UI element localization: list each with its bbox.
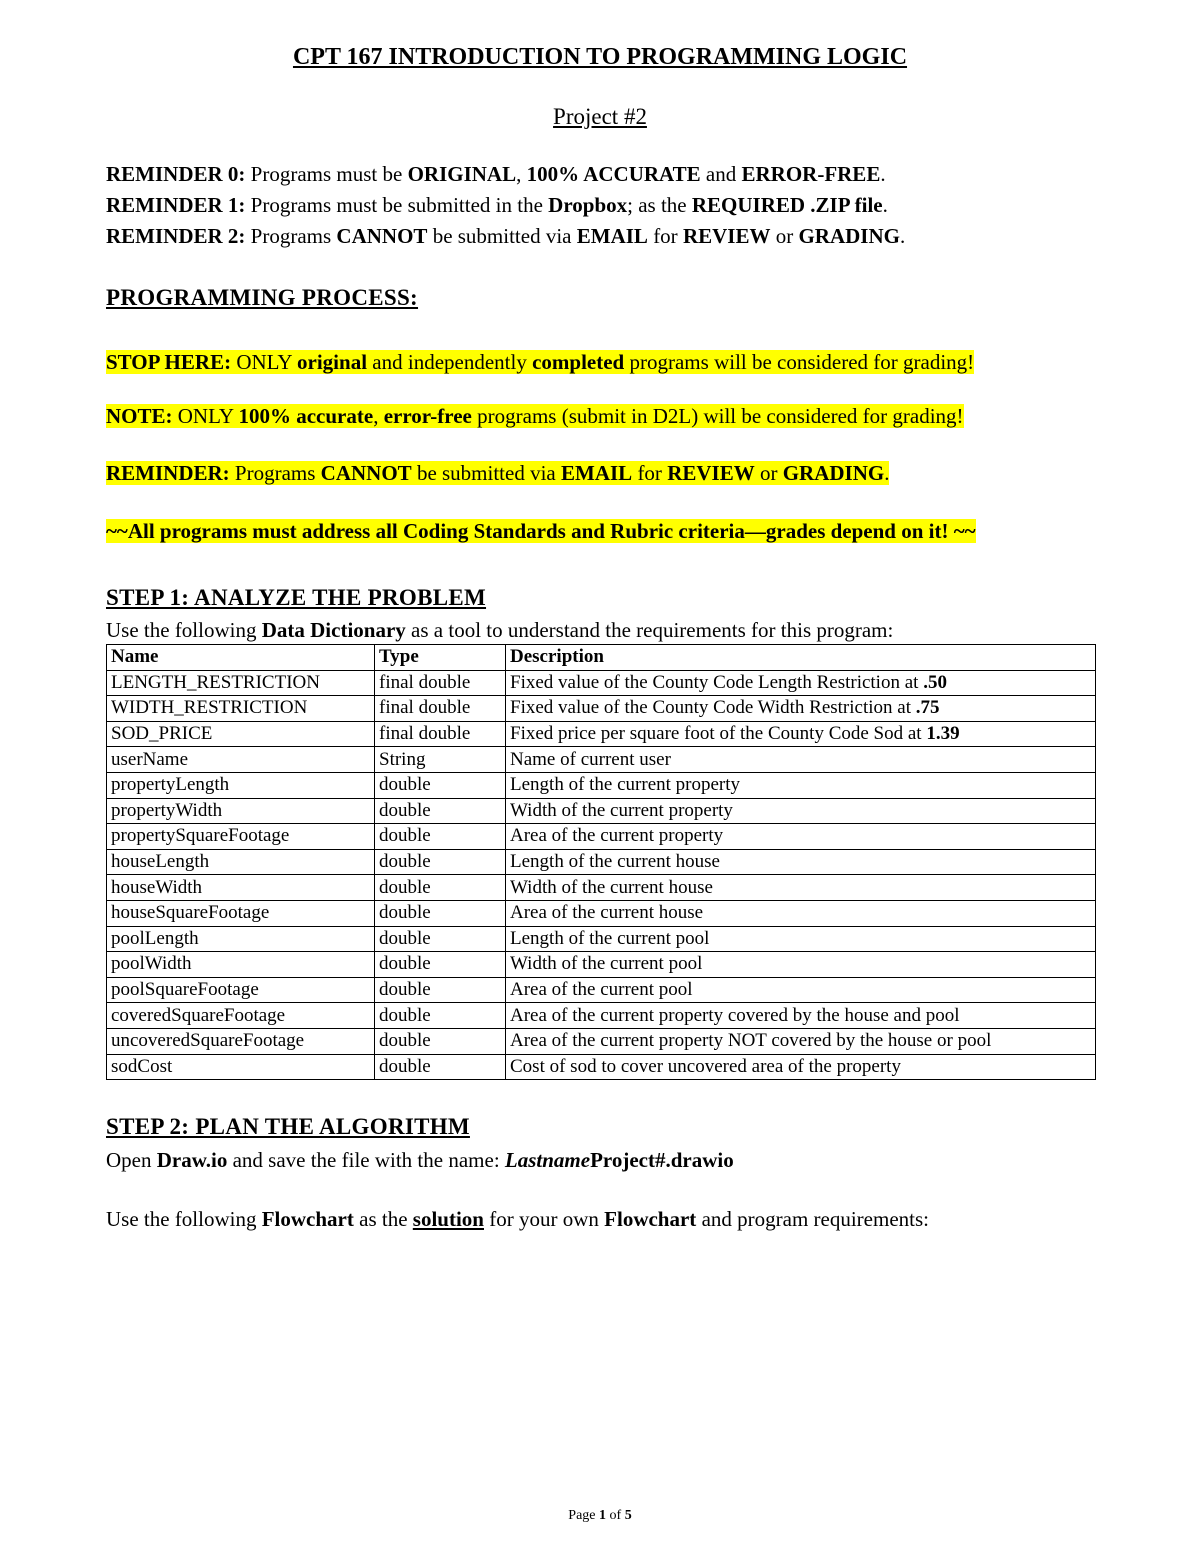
cell-description: Fixed value of the County Code Length Restriction at .50 xyxy=(506,670,1096,696)
table-row xyxy=(107,1028,1096,1054)
page-number: Page 1 of 5 xyxy=(568,1508,632,1523)
cell-description: Area of the current property covered by the house and pool xyxy=(506,1003,1096,1029)
cell-description: Length of the current property xyxy=(506,772,1096,798)
cell-type: double xyxy=(375,1028,506,1054)
note-notice: NOTE: ONLY 100% accurate, error-free programs (submit in D2L) will be considered for grading! xyxy=(106,404,964,428)
table-row xyxy=(107,721,1096,747)
stop-here-notice: STOP HERE: ONLY original and independently completed programs will be considered for grading! xyxy=(106,350,975,374)
cell-name: uncoveredSquareFootage xyxy=(107,1028,375,1054)
reminder-0: REMINDER 0: Programs must be ORIGINAL, 100% ACCURATE and ERROR-FREE. xyxy=(106,162,886,186)
step1-intro: Use the following Data Dictionary as a tool to understand the requirements for this program: xyxy=(106,618,894,642)
table-row xyxy=(107,849,1096,875)
cell-name: propertyWidth xyxy=(107,798,375,824)
cell-name: poolWidth xyxy=(107,952,375,978)
cell-name: propertySquareFootage xyxy=(107,824,375,850)
cell-name: WIDTH_RESTRICTION xyxy=(107,696,375,722)
cell-name: houseLength xyxy=(107,849,375,875)
reminder-2: REMINDER 2: Programs CANNOT be submitted via EMAIL for REVIEW or GRADING. xyxy=(106,224,906,248)
header-type: Type xyxy=(375,645,506,671)
cell-type: double xyxy=(375,824,506,850)
step2-heading: STEP 2: PLAN THE ALGORITHM xyxy=(106,1114,470,1139)
cell-type: final double xyxy=(375,670,506,696)
table-row xyxy=(107,1003,1096,1029)
header-name: Name xyxy=(107,645,375,671)
cell-name: SOD_PRICE xyxy=(107,721,375,747)
reminder-1: REMINDER 1: Programs must be submitted in the Dropbox; as the REQUIRED .ZIP file. xyxy=(106,193,888,217)
cell-name: houseWidth xyxy=(107,875,375,901)
cell-name: poolLength xyxy=(107,926,375,952)
table-row xyxy=(107,926,1096,952)
header-description: Description xyxy=(506,645,1096,671)
cell-type: double xyxy=(375,977,506,1003)
coding-standards-notice: ~~All programs must address all Coding Standards and Rubric criteria—grades depend on it! ~~ xyxy=(106,519,976,543)
cell-name: poolSquareFootage xyxy=(107,977,375,1003)
cell-description: Width of the current pool xyxy=(506,952,1096,978)
cell-type: double xyxy=(375,875,506,901)
cell-description: Length of the current pool xyxy=(506,926,1096,952)
table-row xyxy=(107,977,1096,1003)
cell-type: double xyxy=(375,1054,506,1080)
cell-type: final double xyxy=(375,696,506,722)
table-row xyxy=(107,670,1096,696)
cell-description: Area of the current property xyxy=(506,824,1096,850)
table-row xyxy=(107,798,1096,824)
cell-name: userName xyxy=(107,747,375,773)
cell-type: final double xyxy=(375,721,506,747)
data-dictionary-table xyxy=(106,644,1096,1080)
document-subtitle: Project #2 xyxy=(553,104,647,129)
table-row xyxy=(107,875,1096,901)
cell-description: Area of the current property NOT covered by the house or pool xyxy=(506,1028,1096,1054)
cell-name: coveredSquareFootage xyxy=(107,1003,375,1029)
table-header-row xyxy=(107,645,1096,671)
cell-description: Width of the current house xyxy=(506,875,1096,901)
table-row xyxy=(107,824,1096,850)
step1-heading: STEP 1: ANALYZE THE PROBLEM xyxy=(106,585,487,610)
table-row xyxy=(107,772,1096,798)
cell-type: double xyxy=(375,772,506,798)
cell-name: houseSquareFootage xyxy=(107,900,375,926)
cell-name: sodCost xyxy=(107,1054,375,1080)
cell-description: Area of the current house xyxy=(506,900,1096,926)
cell-description: Cost of sod to cover uncovered area of the property xyxy=(506,1054,1096,1080)
step2-open-instruction: Open Draw.io and save the file with the name: LastnameProject#.drawio xyxy=(106,1148,734,1172)
cell-description: Fixed price per square foot of the County Code Sod at 1.39 xyxy=(506,721,1096,747)
table-row xyxy=(107,747,1096,773)
table-row xyxy=(107,696,1096,722)
cell-type: double xyxy=(375,1003,506,1029)
document-title: CPT 167 INTRODUCTION TO PROGRAMMING LOGIC xyxy=(292,44,908,70)
cell-type: double xyxy=(375,952,506,978)
table-row xyxy=(107,900,1096,926)
cell-type: String xyxy=(375,747,506,773)
cell-description: Length of the current house xyxy=(506,849,1096,875)
cell-description: Name of current user xyxy=(506,747,1096,773)
cell-type: double xyxy=(375,926,506,952)
cell-name: propertyLength xyxy=(107,772,375,798)
table-row xyxy=(107,952,1096,978)
cell-description: Width of the current property xyxy=(506,798,1096,824)
cell-type: double xyxy=(375,849,506,875)
reminder-notice: REMINDER: Programs CANNOT be submitted via EMAIL for REVIEW or GRADING. xyxy=(106,461,890,485)
cell-type: double xyxy=(375,798,506,824)
table-row xyxy=(107,1054,1096,1080)
programming-process-heading: PROGRAMMING PROCESS: xyxy=(106,285,419,310)
cell-description: Area of the current pool xyxy=(506,977,1096,1003)
step2-use-instruction: Use the following Flowchart as the solution for your own Flowchart and program requirements: xyxy=(106,1207,929,1231)
cell-type: double xyxy=(375,900,506,926)
cell-name: LENGTH_RESTRICTION xyxy=(107,670,375,696)
cell-description: Fixed value of the County Code Width Restriction at .75 xyxy=(506,696,1096,722)
